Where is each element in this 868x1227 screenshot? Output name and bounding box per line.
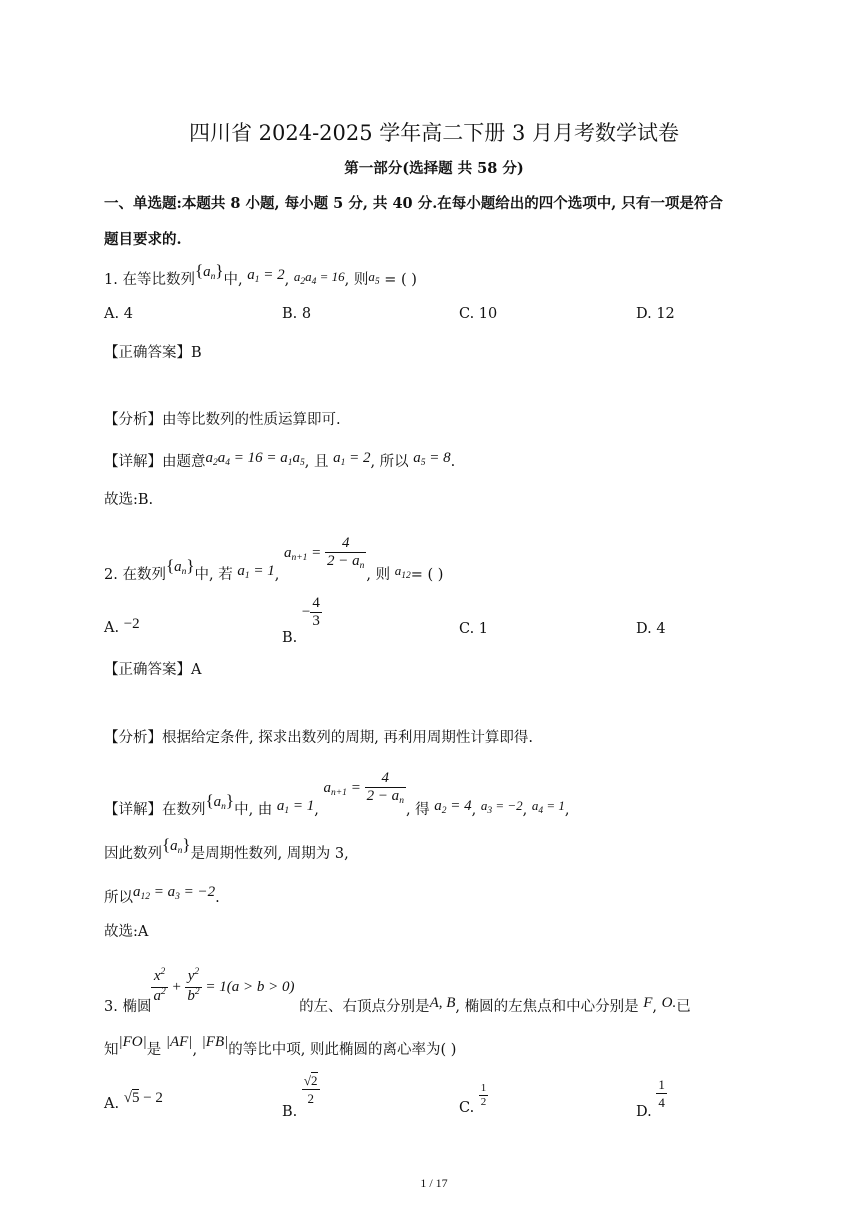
q2-target: $a_{12}$ xyxy=(394,562,411,581)
q1-option-a[interactable]: A. 4 xyxy=(104,306,133,322)
q2-detail-from: 中, 由 xyxy=(234,801,273,818)
q2-option-d[interactable]: D. 4 xyxy=(636,621,666,637)
q2-then: , 则 xyxy=(366,566,391,583)
q2-option-a-label: A. xyxy=(104,620,120,636)
q3-option-b-value: $\frac{√2}{2}$ xyxy=(303,1073,318,1106)
q1-detail-and: , 且 xyxy=(304,454,329,470)
q2-so-start: 所以 xyxy=(104,890,133,906)
q2-cond1: $a_1 = 1$ xyxy=(237,562,275,581)
q1-answer: 【正确答案】B xyxy=(104,345,202,361)
q3-option-c[interactable] xyxy=(459,1082,488,1117)
q1-detail-so: , 所以 xyxy=(370,454,409,470)
q2-detail-start: 【详解】在数列 xyxy=(104,801,206,818)
q3-option-b-label: B. xyxy=(282,1104,298,1121)
q3-focus-f: F xyxy=(643,994,653,1011)
q1-cond2: $a_2a_4 = 16$ xyxy=(293,269,345,287)
q3-af: |AF| xyxy=(165,1034,193,1050)
q1-detail xyxy=(104,450,455,471)
q2-paren: = ( ) xyxy=(410,566,444,583)
q2-option-a[interactable] xyxy=(104,616,140,637)
q3-option-a[interactable] xyxy=(104,1090,163,1112)
q2-so-eq: $a_{12} = a_3 = -2$ xyxy=(133,884,216,902)
q1-option-b[interactable]: B. 8 xyxy=(282,306,312,322)
q2-detail-a3: $a_3 = -2$ xyxy=(480,797,523,816)
q3-option-a-label: A. xyxy=(104,1096,120,1112)
q2-analysis: 【分析】根据给定条件, 探求出数列的周期, 再利用周期性计算即得. xyxy=(104,730,534,746)
q2-period-start: 因此数列 xyxy=(104,846,162,862)
page-number: 1 / 17 xyxy=(420,1176,448,1190)
q3-option-b[interactable] xyxy=(282,1072,320,1121)
q3-focus-text: , 椭圆的左焦点和中心分别是 xyxy=(455,998,639,1015)
q1-detail-eq1: $a_2a_4 = 16 = a_1a_5$ xyxy=(205,450,305,468)
q2-period xyxy=(104,834,349,862)
q1-seq-symbol: $\{a_n\}$ xyxy=(194,261,224,282)
q2-zhong: 中, 若 xyxy=(194,566,233,583)
q2-choice: 故选:A xyxy=(104,924,149,940)
q2-period-seq: $\{a_n\}$ xyxy=(162,835,191,856)
q3-yizhi: 已 xyxy=(676,998,691,1015)
q1-stem-start: 1. 在等比数列 xyxy=(104,272,195,288)
q2-detail-seq: $\{a_n\}$ xyxy=(205,790,235,812)
q2-option-c[interactable]: C. 1 xyxy=(459,621,489,637)
q1-detail-end: . xyxy=(450,454,456,470)
q3-tail: 的等比中项, 则此椭圆的离心率为( ) xyxy=(228,1042,457,1058)
q2-option-b[interactable] xyxy=(282,595,322,646)
q3-comma: , xyxy=(652,998,657,1015)
q2-detail-a4: $a_4 = 1$ xyxy=(531,797,565,816)
q2-option-a-value: −2 xyxy=(123,616,140,632)
page-title: 四川省 2024-2025 学年高二下册 3 月月考数学试卷 xyxy=(188,121,680,145)
question-3-line1 xyxy=(104,958,691,1015)
q2-seq-symbol: $\{a_n\}$ xyxy=(165,555,195,577)
q3-option-d-label: D. xyxy=(636,1104,652,1121)
q1-option-d[interactable]: D. 12 xyxy=(636,306,675,322)
q2-detail-comma2: , xyxy=(471,801,477,818)
q1-comma: , xyxy=(284,272,290,288)
q2-detail-comma1: , xyxy=(314,801,319,818)
q3-shi: 是 xyxy=(146,1042,162,1058)
q2-detail xyxy=(104,762,570,818)
q3-option-a-value: √5 − 2 xyxy=(123,1090,163,1106)
q2-detail-cond1: $a_1 = 1$ xyxy=(276,797,315,816)
q2-detail-comma3: , xyxy=(522,801,528,818)
q3-center-o: O. xyxy=(661,994,677,1011)
q2-answer: 【正确答案】A xyxy=(104,662,202,678)
q2-detail-a2: $a_2 = 4$ xyxy=(434,797,472,816)
q3-fb: |FB| xyxy=(201,1034,229,1050)
q2-option-b-value: − $\frac{4}{3}$ xyxy=(301,595,320,629)
q3-option-d-value: $\frac{1}{4}$ xyxy=(658,1077,665,1110)
q1-analysis: 【分析】由等比数列的性质运算即可. xyxy=(104,412,341,428)
question-1 xyxy=(104,261,417,289)
section-heading-line1: 一、单选题:本题共 8 小题, 每小题 5 分, 共 40 分.在每小题给出的四个选项中, 只有一项是符合 xyxy=(104,195,723,212)
q3-vertices: A, B xyxy=(429,994,456,1011)
q1-cond1: $a_1 = 2$ xyxy=(247,267,285,285)
q3-stem-start: 3. 椭圆 xyxy=(104,998,152,1015)
q2-period-end: 是周期性数列, 周期为 3, xyxy=(190,846,349,862)
question-3-line2 xyxy=(104,1030,457,1058)
q1-option-c[interactable]: C. 10 xyxy=(459,306,498,322)
q2-detail-end: , xyxy=(564,801,570,818)
q3-option-c-value: $\frac{1}{2}$ xyxy=(480,1082,487,1108)
q2-stem-start: 2. 在数列 xyxy=(104,566,166,583)
section-heading-line2: 题目要求的. xyxy=(104,231,182,248)
part-heading: 第一部分(选择题 共 58 分) xyxy=(344,160,524,177)
q3-option-d[interactable] xyxy=(636,1076,667,1121)
q1-target: $a_5$ xyxy=(368,269,380,287)
q2-recurrence: $a_{n+1}$ = $\frac{4}{2 - a_n}$ xyxy=(283,535,365,571)
q2-comma: , xyxy=(274,566,280,583)
q1-then: , 则 xyxy=(344,272,369,288)
q2-detail-get: , 得 xyxy=(405,801,430,818)
q1-choice: 故选:B. xyxy=(104,492,154,508)
q3-dun: , xyxy=(192,1042,198,1058)
q2-so xyxy=(104,880,220,906)
q2-so-end: . xyxy=(215,890,220,906)
q1-detail-eq3: $a_5 = 8$ xyxy=(413,450,451,468)
q1-paren: = ( ) xyxy=(384,272,417,288)
q3-vertices-text: 的左、右顶点分别是 xyxy=(299,998,430,1015)
q1-detail-eq2: $a_1 = 2$ xyxy=(333,450,371,468)
q1-zhong: 中, xyxy=(223,272,243,288)
q2-detail-recurrence: $a_{n+1}$ = $\frac{4}{2 - a_n}$ xyxy=(323,770,404,806)
q3-fo: |FO| xyxy=(118,1034,147,1050)
q3-zhi: 知 xyxy=(104,1042,119,1058)
q1-detail-start: 【详解】由题意 xyxy=(104,454,206,470)
q3-ellipse-equation: $\frac{x^2}{a^2}$ + $\frac{y^2}{b^2}$ = 1(a > b > 0) xyxy=(153,967,295,1004)
q2-option-b-label: B. xyxy=(282,629,298,646)
q3-option-c-label: C. xyxy=(459,1100,475,1117)
question-2 xyxy=(104,527,444,583)
